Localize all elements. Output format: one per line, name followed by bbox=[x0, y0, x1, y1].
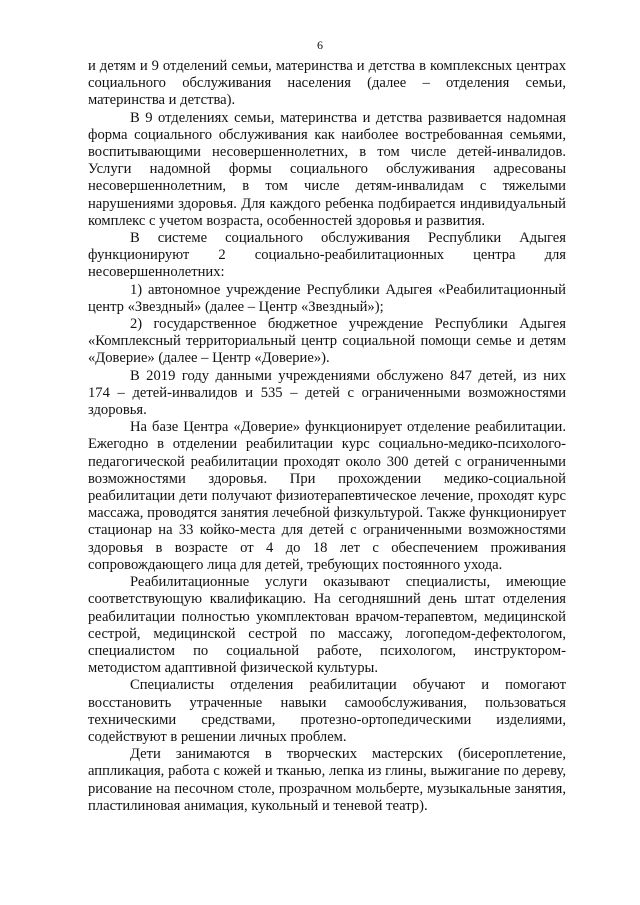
document-body bbox=[88, 58, 566, 815]
paragraph-home-care: В 9 отделениях семьи, материнства и детства развивается надомная форма социального обслуживания как наиболее востребованная семьями, воспитывающими несовершеннолетних, в том числе детей-инвалидов. Услуги надомной формы социального обслуживания адресованы несовершеннолетним, в том числе детям-инвалидам с тяжелыми нарушениями здоровья. Для каждого ребенка подбирается индивидуальный комплекс с учетом возраста, особенностей здоровья и развития. bbox=[88, 109, 566, 229]
paragraph-continuation: и детям и 9 отделений семьи, материнства и детства в комплексных центрах социального обслуживания населения (далее – отделения семьи, материнства и детства). bbox=[88, 58, 566, 109]
paragraph-specialists: Реабилитационные услуги оказывают специалисты, имеющие соответствующую квалификацию. На сегодняшний день штат отделения реабилитации полностью укомплектован врачом-терапевтом, медицинской сестрой, медицинской сестрой по массажу, логопедом-дефектологом, специалистом по социальной работе, психологом, инструктором-методистом адаптивной физической культуры. bbox=[88, 574, 566, 677]
paragraph-statistics: В 2019 году данными учреждениями обслужено 847 детей, из них 174 – детей-инвалидов и 535 – детей с ограниченными возможностями здоровья. bbox=[88, 367, 566, 419]
list-item-zvezdny: 1) автономное учреждение Республики Адыгея «Реабилитационный центр «Звездный» (далее – Центр «Звездный»); bbox=[88, 281, 566, 315]
paragraph-rehab-centers: В системе социального обслуживания Республики Адыгея функционируют 2 социально-реабилитационных центра для несовершеннолетних: bbox=[88, 230, 566, 281]
page-number: 6 bbox=[317, 38, 323, 52]
list-item-doverie: 2) государственное бюджетное учреждение Республики Адыгея «Комплексный территориальный центр социальной помощи семье и детям «Доверие» (далее – Центр «Доверие»). bbox=[88, 316, 566, 367]
paragraph-rehab-department: На базе Центра «Доверие» функционирует отделение реабилитации. Ежегодно в отделении реабилитации курс социально-медико-психолого-педагогической реабилитации проходят около 300 детей с ограниченными возможностями здоровья. При прохождении медико-социальной реабилитации дети получают физиотерапевтическое лечение, проходят курс массажа, проводятся занятия лечебной физкультурой. Также функционирует стационар на 33 койко-места для детей с ограниченными возможностями здоровья в возрасте от 4 до 18 лет с обеспечением проживания сопровождающего лица для детей, требующих постоянного ухода. bbox=[88, 419, 566, 573]
paragraph-workshops: Дети занимаются в творческих мастерских (бисероплетение, аппликация, работа с кожей и тканью, лепка из глины, выжигание по дереву, рисование на песочном столе, прозрачном мольберте, музыкальные занятия, пластилиновая анимация, кукольный и теневой театр). bbox=[88, 746, 566, 814]
paragraph-training: Специалисты отделения реабилитации обучают и помогают восстановить утраченные навыки самообслуживания, пользоваться техническими средствами, протезно-ортопедическими изделиями, содействуют в решении личных проблем. bbox=[88, 677, 566, 745]
